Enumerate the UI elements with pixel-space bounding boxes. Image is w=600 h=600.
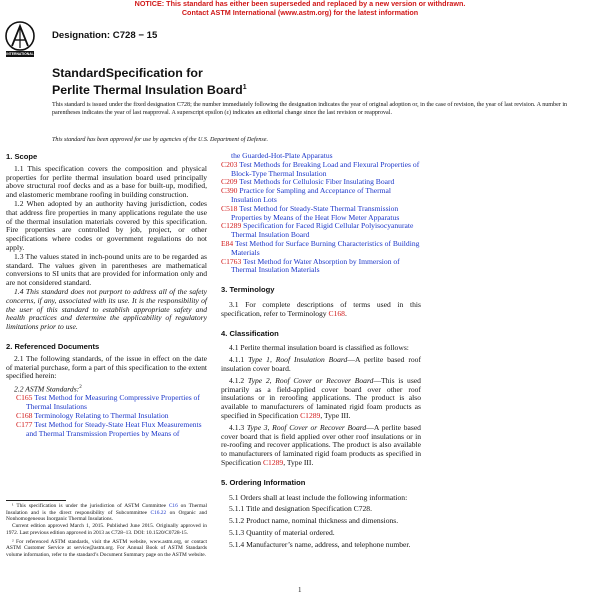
title-line-1: StandardSpecification for [52, 66, 203, 80]
ref-item-c165[interactable] [16, 394, 207, 412]
ordering-item: 5.1.4 Manufacturer’s name, address, and telephone number. [229, 539, 411, 549]
logo-caption: INTERNATIONAL [6, 52, 34, 56]
ordering-heading: 5. Ordering Information [221, 477, 306, 487]
type3-number: 4.1.3 [229, 422, 247, 432]
scope-p2: 1.2 When adopted by an authority having jurisdiction, codes that address fire properties in many applications regulate the use of the thermal insulation materials covered by this specification. Fire properties are controlled by job, project, or other specifications where codes or government regulations do not apply. [6, 198, 207, 252]
ref-code[interactable]: C165 [16, 393, 33, 403]
terminology-heading: 3. Terminology [221, 285, 275, 295]
type2-name: Type 2, Roof Cover or Recover Board [247, 375, 374, 385]
ref-list-right [221, 161, 421, 275]
terminology-p1-text: 3.1 For complete descriptions of terms used in this specification, refer to Terminology [221, 299, 421, 318]
ref-code[interactable]: C177 [16, 419, 33, 429]
document-title [52, 66, 492, 97]
scope-heading: 1. Scope [6, 152, 38, 161]
type2-c1289-link[interactable]: C1289 [300, 410, 321, 420]
classification-type1 [221, 356, 421, 374]
ref-code[interactable]: C203 [221, 159, 238, 169]
classification-type2 [221, 377, 421, 421]
ref-code[interactable]: C518 [221, 203, 238, 213]
refdocs-p1: 2.1 The following standards, of the issue in effect on the date of material purchase, form a part of this specification to the extent specified herein: [6, 353, 207, 381]
terminology-p1-end: . [344, 308, 347, 318]
type3-end: , Type III. [283, 457, 314, 467]
footnote-divider [6, 500, 66, 501]
refdocs-sub-sup: 2 [79, 385, 82, 391]
ref-text[interactable]: Test Method for Surface Burning Characteristics of Building Materials [231, 238, 420, 257]
type3-text: —A perlite based cover board that is field applied over other roof insulations or in re-roofing and recover applications. The product is also available to manufacturers of laminated rigid foam products as specified in Specification [221, 422, 421, 467]
scope-p4: 1.4 This standard does not purport to address all of the safety concerns, if any, associated with its use. It is the responsibility of the user of this standard to establish appropriate safety and health practices and determine the applicability of regulatory limitations prior to use. [6, 286, 207, 332]
footnote-1-edition: Current edition approved March 1, 2015. Published June 2015. Originally approved in 1972. Last previous edition approved in 2013 as C728–13. DOI: 10.1520/C0728-15. [6, 523, 207, 536]
right-column [221, 152, 421, 549]
ref-code[interactable]: C1289 [221, 221, 242, 231]
notice-line-1: NOTICE: This standard has either been superseded and replaced by a new version or withdrawn. [134, 0, 466, 8]
type3-name: Type 3, Roof Cover or Recover Board [246, 422, 367, 432]
type3-c1289-link[interactable]: C1289 [262, 457, 284, 467]
ordering-item: 5.1.1 Title and designation Specification C728. [229, 504, 373, 514]
ref-code[interactable]: C390 [221, 186, 238, 196]
ref-item-e84[interactable] [221, 240, 421, 258]
classification-heading: 4. Classification [221, 328, 279, 338]
ref-text[interactable]: Specification for Faced Rigid Cellular Polyisocyanurate Thermal Insulation Board [231, 221, 414, 240]
title-footnote-mark: 1 [242, 83, 247, 91]
refdocs-heading: 2. Referenced Documents [6, 341, 100, 351]
issued-note: This standard is issued under the fixed designation C728; the number immediately following the designation indicates the year of original adoption or, in the case of revision, the year of last revision. A number in parentheses indicates the year of last reapproval. A superscript epsilon (ε) indicates an editorial change since the last revision or reapproval. [52, 102, 568, 116]
ref-item-c1763[interactable] [221, 258, 421, 276]
type1-text: —A perlite based roof insulation cover board. [221, 355, 421, 373]
ref-code[interactable]: C1763 [221, 256, 242, 266]
ref-item-c177[interactable] [16, 421, 207, 439]
type1-number: 4.1.1 [229, 355, 249, 365]
ref-text[interactable]: Test Method for Water Absorption by Immersion of Thermal Insulation Materials [231, 256, 400, 275]
type2-number: 4.1.2 [229, 375, 248, 385]
refdocs-sub-text: 2.2 ASTM Standards: [14, 384, 80, 394]
ref-text[interactable]: Practice for Sampling and Acceptance of Thermal Insulation Lots [231, 186, 392, 204]
scope-p1: 1.1 This specification covers the composition and physical properties for perlite thermal insulation board used principally above structural roof decks and as a base for built-up, modified, and elastomeric membrane roofing in building construction. [6, 163, 207, 200]
ref-code[interactable]: C168 [16, 411, 33, 421]
ordering-p1: 5.1 Orders shall at least include the following information: [229, 492, 408, 502]
terminology-c168-link[interactable]: C168 [328, 308, 345, 318]
ordering-item: 5.1.3 Quantity of material ordered. [229, 527, 335, 537]
ref-text[interactable]: Test Method for Steady-State Heat Flux Measurements and Thermal Transmission Properties by Means of [26, 419, 202, 438]
type2-end: , Type III. [320, 410, 351, 420]
ref-item-c390[interactable] [221, 187, 421, 205]
footnote-1-text-c: on Organic and Nonhomogeneous Inorganic Thermal Insulations. [6, 509, 208, 523]
left-column [6, 153, 207, 438]
page-number: 1 [298, 586, 302, 594]
type1-name: Type 1, Roof Insulation Board [248, 355, 348, 365]
ref-text[interactable]: Test Methods for Cellulosic Fiber Insulating Board [237, 177, 395, 187]
ref-item-c518[interactable] [221, 205, 421, 223]
title-line-2-text: Perlite Thermal Insulation Board [52, 82, 243, 97]
footnote-c16-link[interactable]: C16 [168, 503, 178, 509]
footnote-c1622-link[interactable]: C16.22 [150, 509, 167, 516]
ref-text[interactable]: Test Method for Steady-State Thermal Transmission Properties by Means of the Heat Flow Meter Apparatus [231, 203, 400, 222]
footnotes [6, 503, 207, 559]
ref-list-left [6, 394, 207, 438]
footnote-2: ² For referenced ASTM standards, visit the ASTM website, www.astm.org, or contact ASTM Customer Service at service@astm.org. For Annual Book of ASTM Standards volume information, refer to the standard’s Document Summary page on the ASTM website. [6, 538, 207, 558]
ref-code[interactable]: E84 [221, 238, 234, 248]
astm-logo [4, 20, 36, 60]
footnote-1-text-a: ¹ This specification is under the jurisdiction of ASTM Committee [12, 503, 169, 509]
ref-item-c1289[interactable] [221, 222, 421, 240]
ref-item-c177-continued[interactable]: the Guarded-Hot-Plate Apparatus [231, 151, 333, 160]
designation: Designation: C728 − 15 [52, 30, 158, 41]
footnote-1-text-b: on Thermal Insulation and is the direct responsibility of Subcommittee [6, 503, 207, 516]
notice-banner [0, 0, 600, 17]
ref-text[interactable]: Test Methods for Breaking Load and Flexural Properties of Block-Type Thermal Insulation [231, 159, 420, 178]
footnote-1 [6, 503, 207, 523]
title-line-2 [52, 81, 492, 98]
approved-note: This standard has been approved for use by agencies of the U.S. Department of Defense. [52, 137, 269, 143]
ref-item-c203[interactable] [221, 161, 421, 179]
notice-line-2: Contact ASTM International (www.astm.org) for the latest information [181, 7, 419, 17]
ref-code[interactable]: C209 [221, 177, 238, 187]
scope-p3: 1.3 The values stated in inch-pound units are to be regarded as standard. The values given in parentheses are mathematical conversions to SI units that are provided for information only and are not considered standard. [6, 251, 207, 288]
classification-type3 [221, 424, 421, 468]
type2-text: —This is used primarily as a field-applied cover board over other roof insulations or in reroofing applications. The product is also available to manufacturers of laminated rigid foam products as specified in Specification [221, 375, 421, 420]
ref-text[interactable]: Test Method for Measuring Compressive Properties of Thermal Insulations [26, 393, 200, 412]
ref-text[interactable]: Terminology Relating to Thermal Insulation [32, 411, 169, 421]
ordering-item: 5.1.2 Product name, nominal thickness and dimensions. [229, 516, 399, 526]
classification-p1: 4.1 Perlite thermal insulation board is classified as follows: [229, 343, 409, 353]
terminology-p1 [221, 301, 421, 319]
